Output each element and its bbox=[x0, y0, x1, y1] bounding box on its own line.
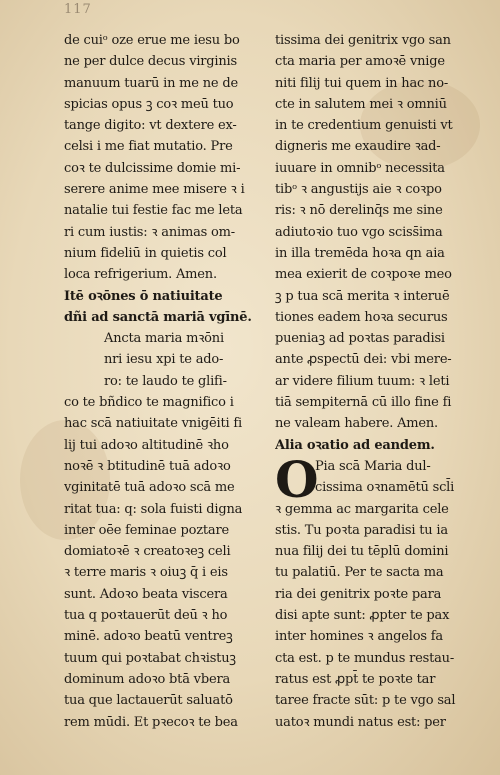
text-line: Ancta maria mꝛōni bbox=[104, 331, 224, 347]
text-line: tissima dei genitrix vgo san bbox=[275, 33, 451, 48]
text-line: nua filij dei tu tēplū domini bbox=[275, 544, 449, 560]
text-line: Pia scā Maria dul- bbox=[315, 458, 431, 474]
text-line: manuum tuarū in me ne de bbox=[64, 75, 238, 91]
folio-number: 117 bbox=[64, 2, 92, 17]
text-line: tiā sempiternā cū illo fine fi bbox=[275, 395, 452, 411]
rubric-heading: Alia oꝛatio ad eandem. bbox=[275, 437, 435, 453]
text-line: cta maria per amoꝛē vnige bbox=[275, 54, 445, 70]
left-column bbox=[64, 30, 274, 733]
text-line: ris: ꝛ nō derelinq̄s me sine bbox=[275, 203, 443, 219]
text-line: de cuiᵒ oze erue me iesu bo bbox=[64, 33, 240, 48]
text-line: dominum adoꝛo btā vbera bbox=[64, 671, 231, 687]
text-line: ar videre filium tuum: ꝛ leti bbox=[275, 373, 450, 389]
rubric-heading: Itē oꝛōnes ō natiuitate bbox=[64, 288, 223, 304]
text-line: co te bñdico te magnifico i bbox=[64, 395, 234, 411]
text-line: nri iesu xpi te ado- bbox=[104, 352, 224, 368]
text-line: coꝛ te dulcissime domie mi- bbox=[64, 160, 241, 176]
text-line: ritat tua: q: sola fuisti digna bbox=[64, 501, 243, 517]
text-line: nium fideliū in quietis col bbox=[64, 245, 227, 261]
text-line: serere anime mee misere ꝛ i bbox=[64, 182, 245, 198]
text-line: pueniaꝫ ad poꝛtas paradisi bbox=[275, 331, 445, 347]
text-line: ne valeam habere. Amen. bbox=[275, 416, 438, 432]
text-line: ri cum iustis: ꝛ animas om- bbox=[64, 224, 235, 240]
text-line: domiatoꝛē ꝛ creatoꝛeꝫ celi bbox=[64, 544, 231, 560]
text-line: ante ꝓspectū dei: vbi mere- bbox=[275, 352, 452, 368]
text-line: celsi i me fiat mutatio. Pre bbox=[64, 139, 233, 155]
text-line: ratus est ꝓpt̄ te poꝛte tar bbox=[275, 671, 436, 687]
text-line: inter homines ꝛ angelos fa bbox=[275, 629, 443, 645]
text-line: tua que lactauerūt saluatō bbox=[64, 693, 233, 709]
text-line: ꝫ p tua scā merita ꝛ interuē bbox=[275, 288, 450, 304]
text-line: rem mūdi. Et pꝛecoꝛ te bea bbox=[64, 714, 238, 730]
rubric-heading: dñi ad sanctā mariā vgīnē. bbox=[64, 309, 252, 325]
text-line: in te credentium genuisti vt bbox=[275, 118, 453, 134]
text-line: inter oēe feminae poztare bbox=[64, 522, 229, 538]
text-line: tiones eadem hoꝛa securus bbox=[275, 309, 448, 325]
text-line: natalie tui festie fac me leta bbox=[64, 203, 243, 219]
text-line: lij tui adoꝛo altitudinē ꝛho bbox=[64, 437, 229, 453]
text-line: mea exierit de coꝛpoꝛe meo bbox=[275, 267, 452, 283]
text-line: vginitatē tuā adoꝛo scā me bbox=[64, 480, 235, 496]
text-line: uatoꝛ mundi natus est: per bbox=[275, 714, 446, 730]
text-line: cta est. p te mundus restau- bbox=[275, 650, 455, 666]
text-line: adiutoꝛio tuo vgo sciss̄ima bbox=[275, 224, 443, 240]
text-line: tu palatiū. Per te sacta ma bbox=[275, 565, 444, 581]
text-line: sunt. Adoꝛo beata viscera bbox=[64, 586, 228, 602]
text-line: tuum qui poꝛtabat chꝛistuꝫ bbox=[64, 650, 236, 666]
text-line: tua q poꝛtauerūt deū ꝛ ho bbox=[64, 608, 228, 624]
right-column bbox=[275, 30, 485, 733]
text-line: cte in salutem mei ꝛ omniū bbox=[275, 96, 447, 112]
text-line: in illa tremēda hoꝛa qn aia bbox=[275, 245, 445, 261]
text-line: niti filij tui quem in hac no- bbox=[275, 75, 449, 91]
decorated-initial: O bbox=[275, 450, 319, 509]
text-line: taree fracte sūt: p te vgo sal bbox=[275, 693, 456, 709]
text-line: disi apte sunt: ꝓpter te pax bbox=[275, 608, 450, 624]
text-line: ne per dulce decus virginis bbox=[64, 54, 237, 70]
text-line: noꝛē ꝛ btitudinē tuā adoꝛo bbox=[64, 458, 231, 474]
text-line: ria dei genitrix poꝛte para bbox=[275, 586, 442, 602]
text-line: digneris me exaudire ꝛad- bbox=[275, 139, 441, 155]
text-line: ro: te laudo te glifi- bbox=[104, 373, 227, 389]
text-line: spicias opus ꝫ coꝛ meū tuo bbox=[64, 96, 234, 112]
text-line: stis. Tu poꝛta paradisi tu ia bbox=[275, 522, 448, 538]
text-line: cissima oꝛnamētū scl̄i bbox=[315, 480, 455, 496]
text-line: hac scā natiuitate vnigēiti fi bbox=[64, 416, 242, 432]
text-line: tibᵒ ꝛ angustijs aie ꝛ coꝛpo bbox=[275, 182, 442, 198]
text-line: minē. adoꝛo beatū ventreꝫ bbox=[64, 629, 233, 645]
text-line: ꝛ gemma ac margarita cele bbox=[275, 501, 449, 517]
text-line: tange digito: vt dextere ex- bbox=[64, 118, 237, 134]
text-line: iuuare in omnibᵒ necessita bbox=[275, 160, 445, 176]
text-line: ꝛ terre maris ꝛ oiuꝫ q̄ i eis bbox=[64, 565, 228, 581]
text-line: loca refrigerium. Amen. bbox=[64, 267, 217, 283]
